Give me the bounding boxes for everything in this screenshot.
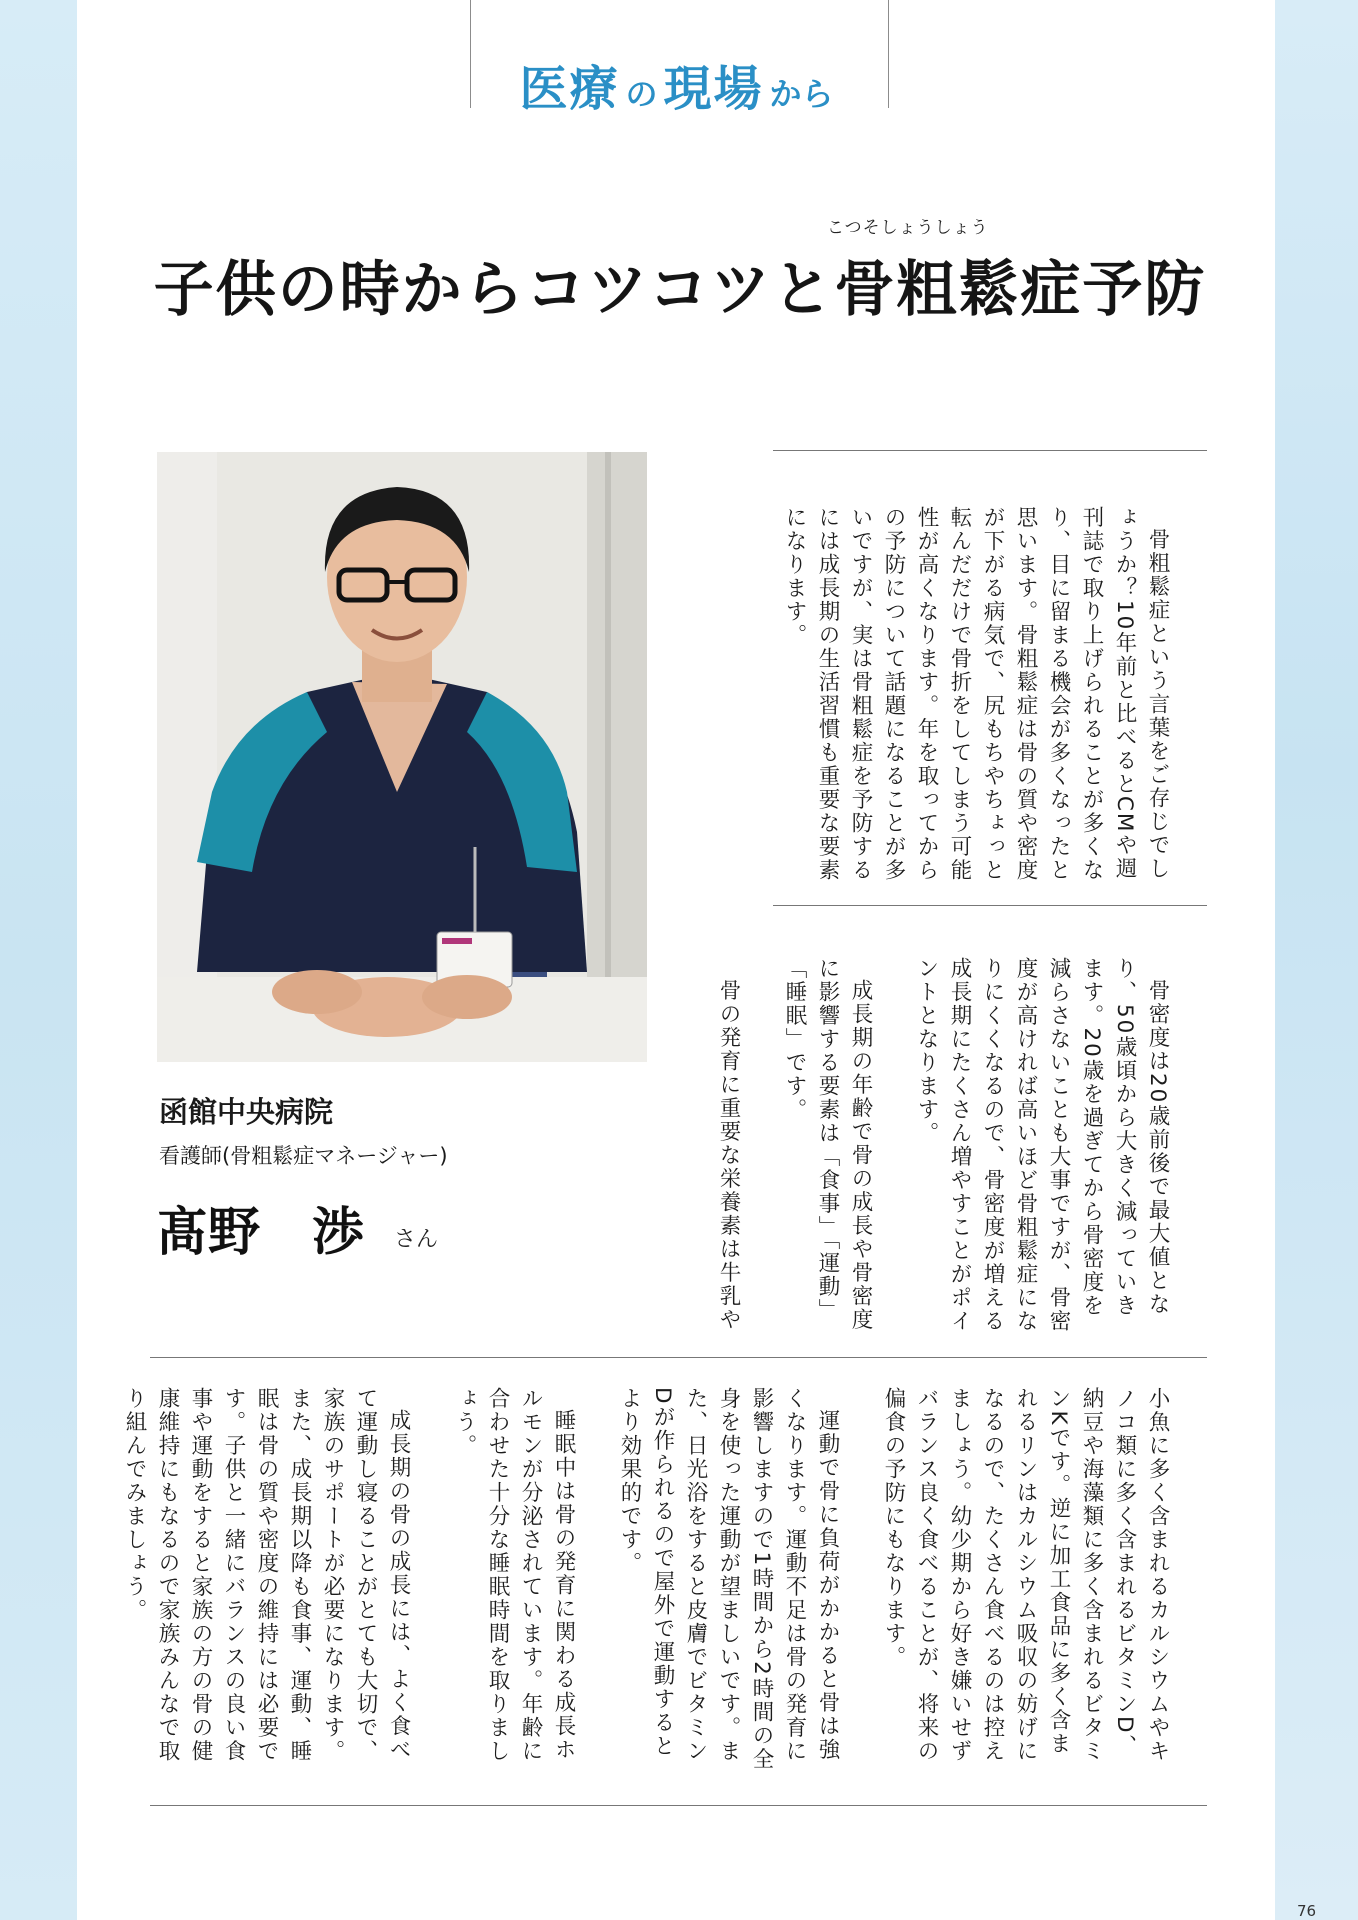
portrait-photo	[157, 452, 647, 1062]
article-paragraph: 睡眠中は骨の発育に関わる成長ホルモンが分泌されています。年齢に合わせた十分な睡眠時間を取りましょう。	[452, 1387, 576, 1763]
divider-top-right	[773, 450, 1207, 451]
article-paragraph: 小魚に多く含まれるカルシウムやキノコ類に多く含まれるビタミンD、納豆や海藻類に多く含まれるビタミンKです。逆に加工食品に多く含まれるリンはカルシウム吸収の妨げになるので、たくさん食べるのは控えましょう。幼少期から好き嫌いせずバランス良く食べることが、将来の偏食の予防にもなります。	[881, 1387, 1170, 1763]
divider-full-2	[150, 1805, 1207, 1806]
divider-middle-right	[773, 905, 1207, 906]
page-number: 76	[1297, 1902, 1317, 1920]
title-ruby: こつそしょうしょう	[827, 218, 989, 238]
article-section-1	[773, 506, 1207, 882]
article-paragraph: 骨密度は20歳前後で最大値となり、50歳頃から大きく減っていきます。20歳を過ぎてから骨密度を減らさないことも大事ですが、骨密度が高ければ高いほど骨粗鬆症になりにくくなるので、骨密度が増える成長期にたくさん増やすことがポイントとなります。	[914, 957, 1170, 1333]
right-background-strip	[1275, 0, 1358, 1920]
article-paragraph: 骨の発育に重要な栄養素は牛乳や	[716, 978, 741, 1331]
header-particle-1: の	[625, 75, 658, 113]
person-name: 髙野 渉	[156, 1202, 365, 1263]
article-title: 子供の時からコツコツと骨粗鬆症予防	[153, 255, 1207, 325]
header-particle-2: から	[769, 75, 834, 113]
job-role: 看護師(骨粗鬆症マネージャー)	[159, 1144, 448, 1168]
name-suffix: さん	[394, 1227, 439, 1252]
article-section-2	[716, 957, 1207, 1334]
article-paragraph: 運動で骨に負荷がかかると骨は強くなります。運動不足は骨の発育に影響しますので1時間から2時間の全身を使った運動が望ましいです。また、日光浴をすると皮膚でビタミンDが作られるので屋外で運動するとより効果的です。	[617, 1387, 840, 1771]
article-paragraph: 成長期の骨の成長には、よく食べて運動し寝ることがとても大切で、家族のサポートが必要になります。また、成長期以降も食事、運動、睡眠は骨の質や密度の維持には必要です。子供と一緒にバランスの良い食事や運動をすると家族の方の骨の健康維持にもなるので家族みんなで取り組んでみましょう。	[122, 1387, 411, 1763]
hospital-name: 函館中央病院	[159, 1095, 334, 1129]
header-word-1: 医療	[519, 61, 620, 117]
header-word-2: 現場	[663, 61, 764, 117]
article-section-3	[122, 1387, 1207, 1777]
left-background-strip	[0, 0, 77, 1920]
article-paragraph: 成長期の年齢で骨の成長や骨密度に影響する要素は「食事」「運動」「睡眠」です。	[782, 957, 873, 1331]
section-header-box	[470, 0, 889, 117]
section-header-title	[471, 50, 888, 119]
divider-full-1	[150, 1357, 1207, 1358]
article-paragraph: 骨粗鬆症という言葉をご存じでしょうか？10年前と比べるとCMや週刊誌で取り上げられることが多くなり、目に留まる機会が多くなったと思います。骨粗鬆症は骨の質や密度が下がる病気で、尻もちやちょっと転んだだけで骨折をしてしまう可能性が高くなります。年を取ってからの予防について話題になることが多いですが、実は骨粗鬆症を予防するには成長期の生活習慣も重要な要素になります。	[782, 506, 1170, 882]
